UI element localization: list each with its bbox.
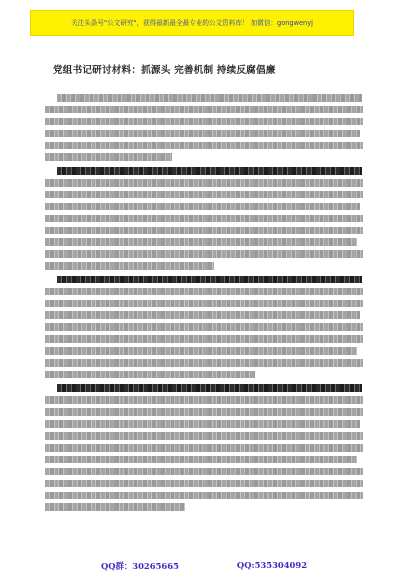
text-line xyxy=(45,335,363,343)
text-line xyxy=(45,468,363,476)
text-line xyxy=(45,238,357,246)
text-line xyxy=(45,396,363,404)
text-line xyxy=(45,300,363,308)
text-line xyxy=(57,276,362,284)
text-line xyxy=(57,94,362,102)
promo-banner-text: 关注头条号"公文研究"，获得最新最全最专业的公文资料库！ 加微信：gongwenyj xyxy=(71,18,313,27)
footer xyxy=(0,560,408,576)
text-line xyxy=(45,203,360,211)
text-line xyxy=(45,215,363,223)
text-line xyxy=(45,456,357,464)
text-line xyxy=(45,492,363,500)
text-line xyxy=(45,503,185,511)
text-line xyxy=(45,153,172,161)
text-line xyxy=(45,191,363,199)
paragraph xyxy=(45,384,363,511)
text-line xyxy=(45,311,360,319)
text-line xyxy=(57,384,362,392)
text-line xyxy=(57,167,362,175)
document-title: 党组书记研讨材料：抓源头 完善机制 持续反腐倡廉 xyxy=(53,65,276,76)
text-line xyxy=(45,142,363,150)
paragraph xyxy=(45,94,363,161)
text-line xyxy=(45,359,363,367)
text-line xyxy=(45,262,214,270)
text-line xyxy=(45,432,363,440)
text-line xyxy=(45,444,363,452)
text-line xyxy=(45,179,363,187)
footer-qq: QQ:535304092 xyxy=(236,560,308,570)
promo-banner xyxy=(30,10,354,36)
text-line xyxy=(45,371,255,379)
text-line xyxy=(45,480,363,488)
text-line xyxy=(45,288,363,296)
text-line xyxy=(45,106,363,114)
paragraph xyxy=(45,167,363,270)
text-line xyxy=(45,118,363,126)
text-line xyxy=(45,250,363,258)
text-line xyxy=(45,130,360,138)
paragraph xyxy=(45,276,363,379)
text-line xyxy=(45,227,363,235)
text-line xyxy=(45,420,360,428)
document-body xyxy=(45,62,363,547)
text-line xyxy=(45,323,363,331)
footer-qq-group: QQ群：30265665 xyxy=(100,561,179,571)
text-line xyxy=(45,347,357,355)
text-line xyxy=(45,408,363,416)
paragraph-container xyxy=(45,94,363,511)
